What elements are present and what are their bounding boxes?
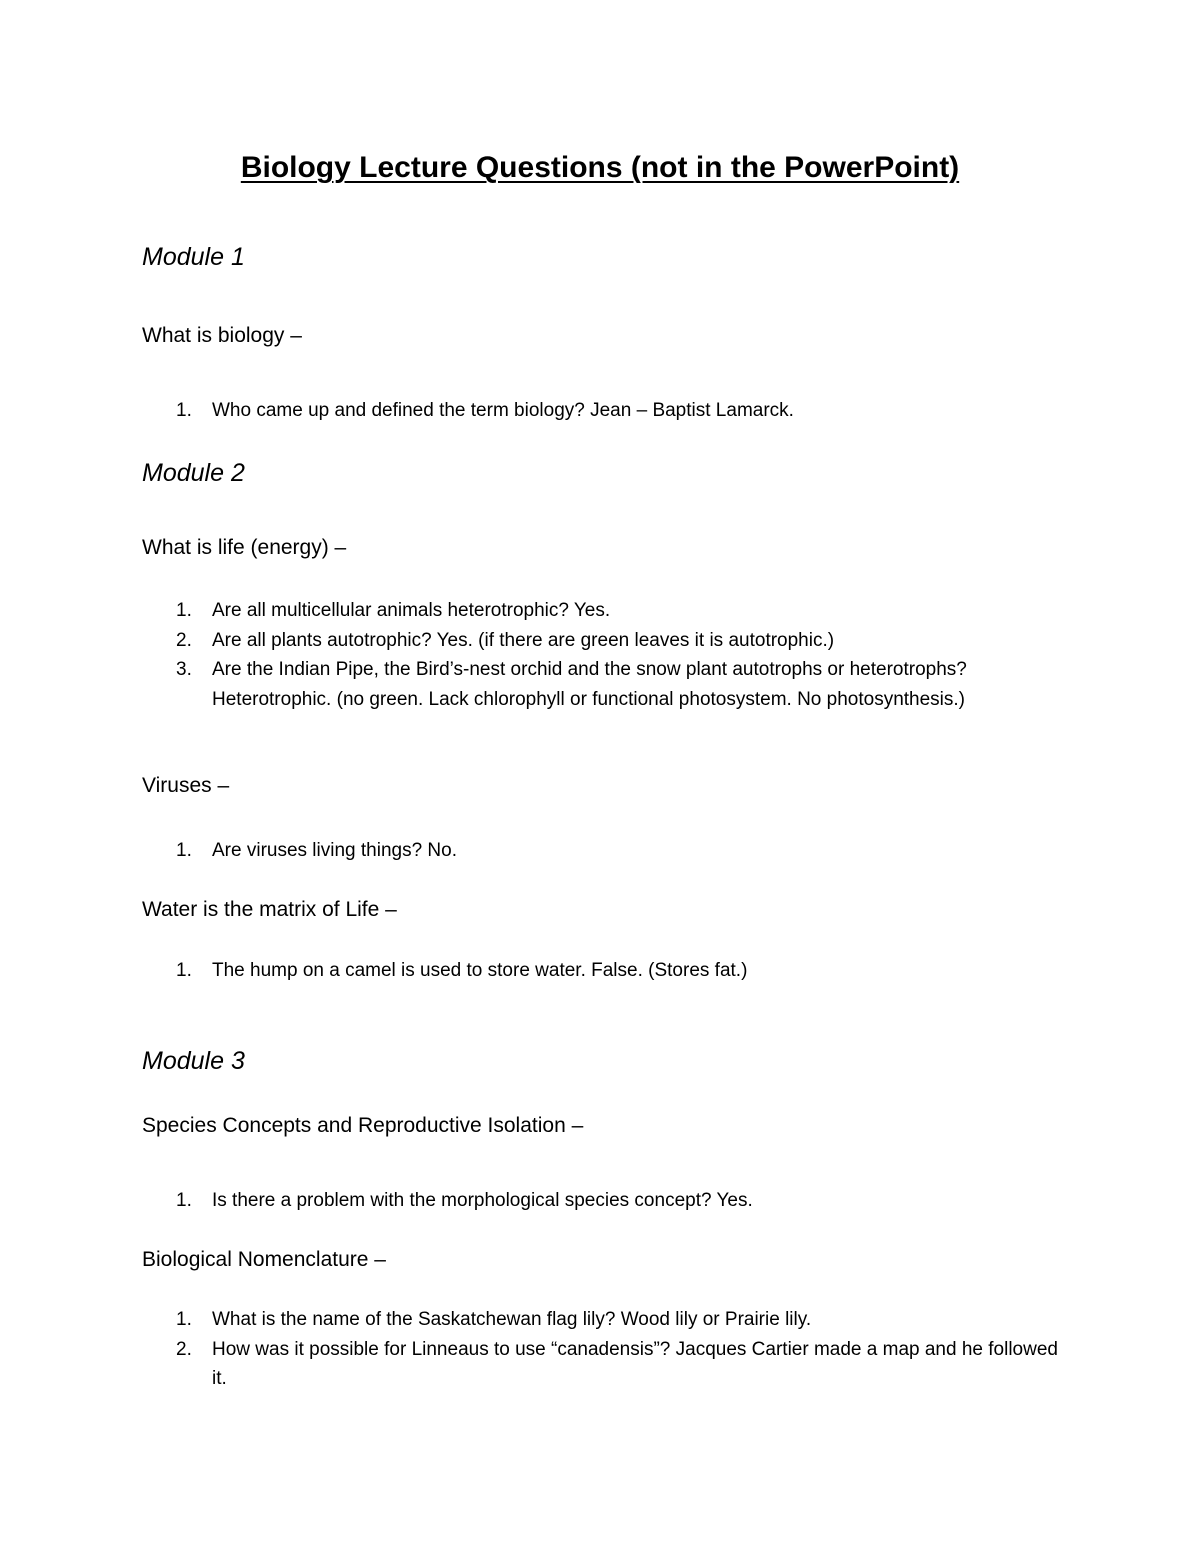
section-species-concepts: Species Concepts and Reproductive Isolation – — [142, 1114, 584, 1137]
question-list-what-is-life — [142, 596, 1072, 714]
list-item-text: The hump on a camel is used to store water. False. (Stores fat.) — [212, 960, 748, 981]
list-item-text: Is there a problem with the morphological species concept? Yes. — [212, 1190, 753, 1211]
question-list-what-is-biology — [142, 396, 1072, 426]
list-item-number: 1. — [176, 1309, 192, 1330]
section-what-is-biology: What is biology – — [142, 324, 302, 347]
list-item-number: 3. — [176, 659, 192, 680]
list-item-number: 1. — [176, 960, 192, 981]
list-item-number: 1. — [176, 600, 192, 621]
question-list-species-concepts — [142, 1186, 1072, 1216]
question-list-water — [142, 956, 1072, 986]
module-1-heading: Module 1 — [142, 243, 245, 271]
list-item — [142, 956, 1072, 986]
list-item-number: 2. — [176, 629, 192, 651]
section-water-matrix-of-life: Water is the matrix of Life – — [142, 898, 397, 921]
section-what-is-life: What is life (energy) – — [142, 536, 347, 559]
list-item — [142, 1305, 1072, 1335]
list-item — [142, 1335, 1072, 1394]
list-item-number: 2. — [176, 1338, 192, 1360]
list-item-text: Are the Indian Pipe, the Bird’s-nest orchid and the snow plant autotrophs or heterotrophs? Heterotrophic. (no green. Lack chlorophyll or functional photosystem. No photosynthesis.) — [212, 659, 967, 710]
list-item — [142, 626, 1072, 656]
page-title: Biology Lecture Questions (not in the PowerPoint) — [240, 151, 960, 184]
list-item — [142, 655, 1072, 714]
list-item-text: Are all multicellular animals heterotrophic? Yes. — [212, 600, 611, 621]
list-item — [142, 1186, 1072, 1216]
list-item — [142, 836, 1072, 866]
list-item — [142, 396, 1072, 426]
list-item-number: 1. — [176, 1190, 192, 1211]
list-item-number: 1. — [176, 840, 192, 861]
question-list-nomenclature — [142, 1305, 1072, 1394]
section-viruses: Viruses – — [142, 774, 230, 797]
list-item-text: What is the name of the Saskatchewan flag lily? Wood lily or Prairie lily. — [212, 1309, 812, 1330]
list-item — [142, 596, 1072, 626]
list-item-text: Who came up and defined the term biology? Jean – Baptist Lamarck. — [212, 400, 794, 421]
module-2-heading: Module 2 — [142, 459, 245, 487]
list-item-text: Are viruses living things? No. — [212, 840, 457, 861]
list-item-text: How was it possible for Linneaus to use “canadensis”? Jacques Cartier made a map and he followed it. — [212, 1338, 1058, 1389]
list-item-number: 1. — [176, 400, 192, 421]
section-biological-nomenclature: Biological Nomenclature – — [142, 1248, 386, 1271]
module-3-heading: Module 3 — [142, 1047, 245, 1075]
list-item-text: Are all plants autotrophic? Yes. (if there are green leaves it is autotrophic.) — [212, 629, 835, 651]
question-list-viruses — [142, 836, 1072, 866]
